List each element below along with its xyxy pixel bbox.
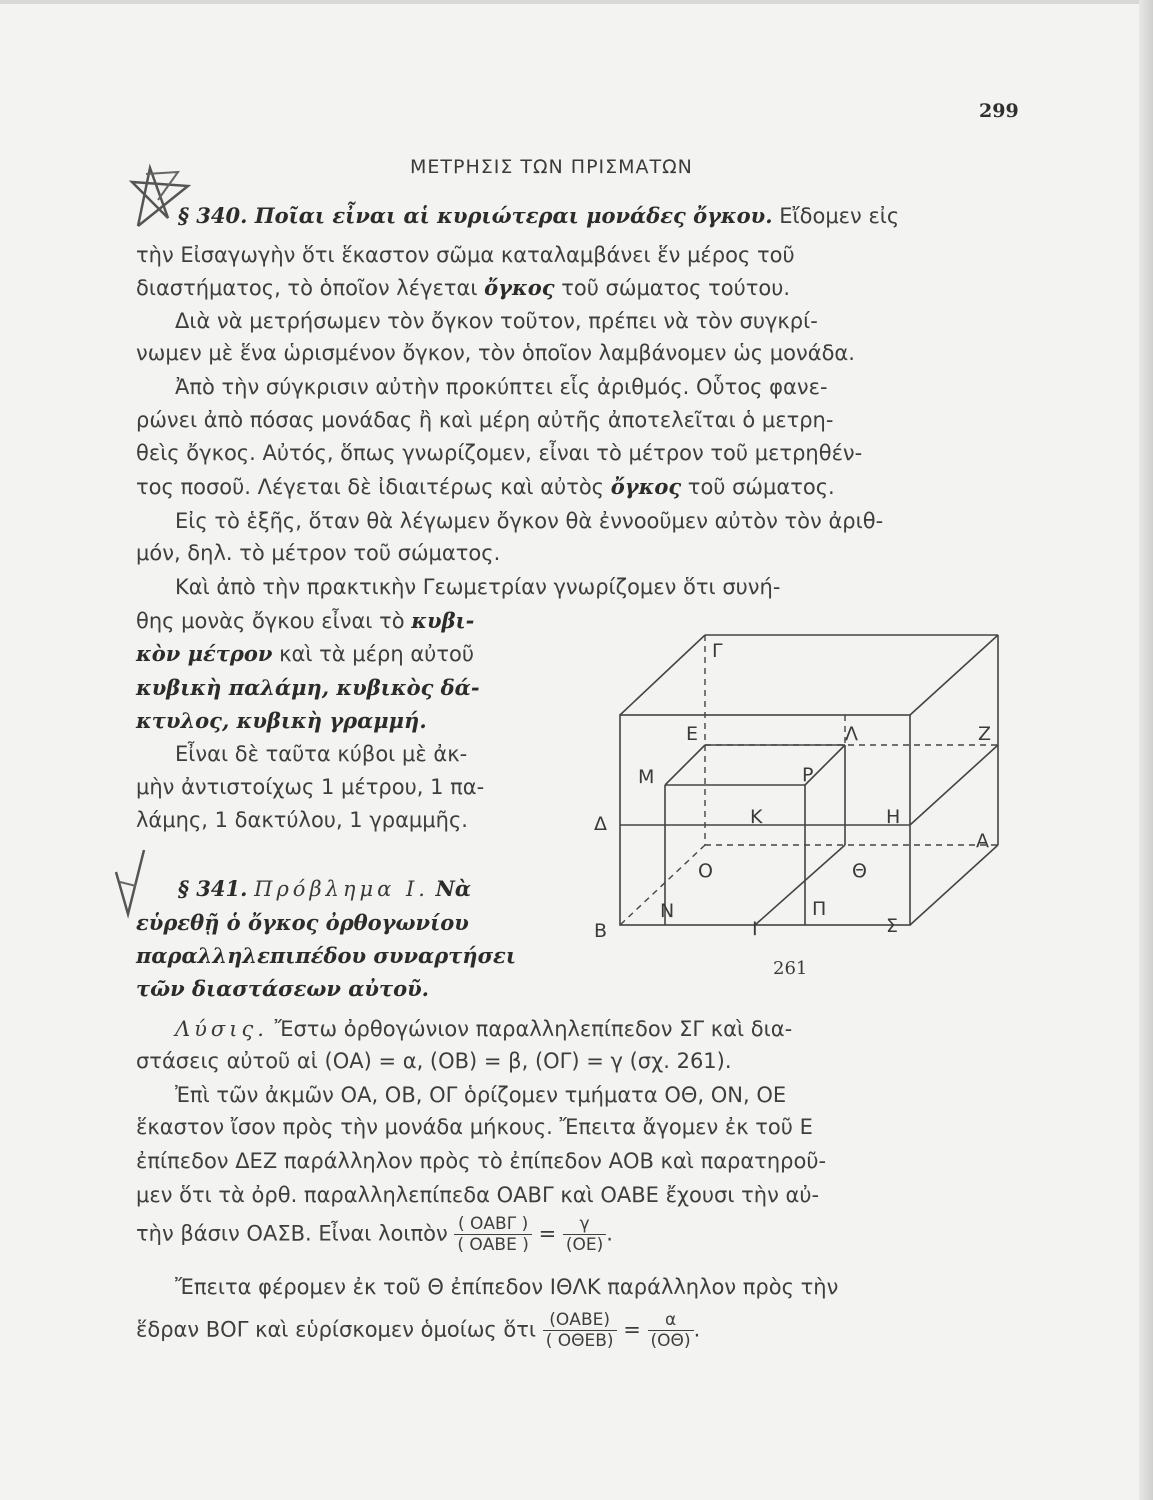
body-line: τὴν Εἰσαγωγὴν ὅτι ἕκαστον σῶμα καταλαμβάνει ἕν μέρος τοῦ [136, 243, 795, 267]
page-top-edge [0, 0, 1153, 4]
fraction-length-ratio-1: $\frac{\gamma}{(OE)}$ [563, 1214, 606, 1255]
body-line: νωμεν μὲ ἕνα ὡρισμένον ὄγκον, τὸν ὁποῖον λαμβάνομεν ὡς μονάδα. [136, 341, 855, 365]
section-341-heading-line-4: τῶν διαστάσεων αὐτοῦ. [136, 976, 429, 1001]
label-gamma: Γ [712, 640, 723, 662]
fraction-length-ratio-2: $\frac{\alpha}{(O\Theta)}$ [648, 1310, 694, 1351]
body-line: κτυλος, κυβικὴ γραμμή. [136, 708, 427, 733]
label-theta: Θ [852, 860, 867, 882]
body-line: θεὶς ὄγκος. Αὐτός, ὅπως γνωρίζομεν, εἶναι τὸ μέτρον τοῦ μετρηθέν- [136, 441, 863, 465]
fraction-volume-ratio-2: $\frac{\text{(ΟΑΒΕ)}}{\text{( ΟΘΕΒ)}}$ [543, 1310, 617, 1351]
page-number: 299 [979, 100, 1019, 122]
section-340-line-1: § 340. Ποῖαι εἶναι αἱ κυριώτεραι μονάδες ὄγκου. Εἴδομεν εἰς [178, 203, 900, 228]
term-ogkos: ὄγκος [484, 275, 555, 300]
body-line: Εἰς τὸ ἑξῆς, ὅταν θὰ λέγωμεν ὄγκον θὰ ἐννοοῦμεν αὐτὸν τὸν ἀριθ- [175, 509, 884, 533]
body-line: λάμης, 1 δακτύλου, 1 γραμμῆς. [136, 808, 468, 832]
body-line: τος ποσοῦ. Λέγεται δὲ ἰδιαιτέρως καὶ αὐτὸς ὄγκος τοῦ σώματος. [136, 474, 835, 499]
label-mu: Μ [638, 766, 655, 788]
body-line: θης μονὰς ὄγκου εἶναι τὸ κυβι- [136, 608, 475, 633]
label-iota: Ι [752, 918, 758, 940]
label-rho: Ρ [802, 764, 814, 786]
body-line: κὸν μέτρον καὶ τὰ μέρη αὐτοῦ [136, 641, 474, 666]
label-zeta: Ζ [978, 723, 992, 745]
section-341-heading-line-1: § 341. Πρόβλημα Ι. Νὰ [178, 876, 471, 901]
equation-line-1: τὴν βάσιν ΟΑΣΒ. Εἶναι λοιπὸν $\frac{\text{( ΟΑΒΓ )}}{\text{( ΟΑΒΕ )}}$ = $\frac{\gamma}{(OE)}$ . [136, 1214, 613, 1255]
cube-figure [590, 625, 1010, 955]
section-340-heading: § 340. Ποῖαι εἶναι αἱ κυριώτεραι μονάδες ὄγκου. [178, 203, 773, 228]
term-ogkos: ὄγκος [610, 474, 682, 499]
equation-line-2: ἕδραν ΒΟΓ καὶ εὑρίσκομεν ὁμοίως ὅτι $\frac{\text{(ΟΑΒΕ)}}{\text{( ΟΘΕΒ)}}$ = $\frac{\alpha}{(O\Theta)}$ . [136, 1310, 701, 1351]
body-line: στάσεις αὐτοῦ αἱ (ΟΑ) = α, (ΟΒ) = β, (ΟΓ) = γ (σχ. 261). [136, 1049, 732, 1073]
body-line: Ἐπὶ τῶν ἀκμῶν ΟΑ, ΟΒ, ΟΓ ὁρίζομεν τμήματα ΟΘ, ΟΝ, ΟΕ [175, 1083, 787, 1107]
running-head: ΜΕΤΡΗΣΙΣ ΤΩΝ ΠΡΙΣΜΑΤΩΝ [410, 156, 693, 178]
body-line: Ἔπειτα φέρομεν ἐκ τοῦ Θ ἐπίπεδον ΙΘΛΚ παράλληλον πρὸς τὴν [175, 1275, 839, 1299]
fraction-volume-ratio-1: $\frac{\text{( ΟΑΒΓ )}}{\text{( ΟΑΒΕ )}}$ [454, 1214, 532, 1255]
body-line: κυβικὴ παλάμη, κυβικὸς δά- [136, 675, 480, 700]
body-line: Διὰ νὰ μετρήσωμεν τὸν ὄγκον τοῦτον, πρέπει νὰ τὸν συγκρί- [175, 309, 818, 333]
label-epsilon: Ε [686, 723, 699, 745]
body-line: διαστήματος, τὸ ὁποῖον λέγεται ὄγκος τοῦ σώματος τούτου. [136, 275, 791, 300]
label-pi: Π [812, 898, 827, 920]
section-341-heading-line-2: εὑρεθῇ ὁ ὄγκος ὀρθογωνίου [136, 910, 469, 935]
body-line: ἕκαστον ἴσον πρὸς τὴν μονάδα μήκους. Ἔπειτα ἄγομεν ἐκ τοῦ Ε [136, 1115, 813, 1139]
label-eta: Η [886, 806, 901, 828]
label-beta: Β [594, 920, 608, 942]
body-line: ρώνει ἀπὸ πόσας μονάδας ἢ καὶ μέρη αὐτῆς ἀποτελεῖται ὁ μετρη- [136, 408, 834, 432]
body-line: Καὶ ἀπὸ τὴν πρακτικὴν Γεωμετρίαν γνωρίζομεν ὅτι συνή- [175, 575, 781, 599]
body-line: ἐπίπεδον ΔΕΖ παράλληλον πρὸς τὸ ἐπίπεδον ΑΟΒ καὶ παρατηροῦ- [136, 1149, 827, 1173]
body-line: Λύσις. Ἔστω ὀρθογώνιον παραλληλεπίπεδον ΣΓ καὶ δια- [175, 1017, 793, 1041]
page-right-edge [1139, 0, 1153, 1500]
body-line: μεν ὅτι τὰ ὀρθ. παραλληλεπίπεδα ΟΑΒΓ καὶ ΟΑΒΕ ἔχουσι τὴν αὐ- [136, 1183, 820, 1207]
label-alpha: Α [976, 830, 989, 852]
label-kappa: Κ [750, 806, 763, 828]
lysis-label: Λύσις. [175, 1017, 268, 1041]
body-line: Ἀπὸ τὴν σύγκρισιν αὐτὴν προκύπτει εἷς ἀριθμός. Οὗτος φανε- [175, 375, 828, 399]
figure-caption: 261 [773, 958, 808, 979]
body-line: μὴν ἀντιστοίχως 1 μέτρου, 1 πα- [136, 775, 485, 799]
section-341-heading-line-3: παραλληλεπιπέδου συναρτήσει [136, 943, 516, 968]
label-delta: Δ [594, 813, 607, 835]
label-omicron: Ο [698, 860, 713, 882]
label-sigma: Σ [886, 915, 899, 937]
body-line: μόν, δηλ. τὸ μέτρον τοῦ σώματος. [136, 541, 501, 565]
label-nu: Ν [660, 900, 675, 922]
label-lambda: Λ [845, 723, 858, 745]
body-line: Εἶναι δὲ ταῦτα κύβοι μὲ ἀκ- [175, 742, 468, 766]
cube-diagram [590, 625, 1010, 955]
